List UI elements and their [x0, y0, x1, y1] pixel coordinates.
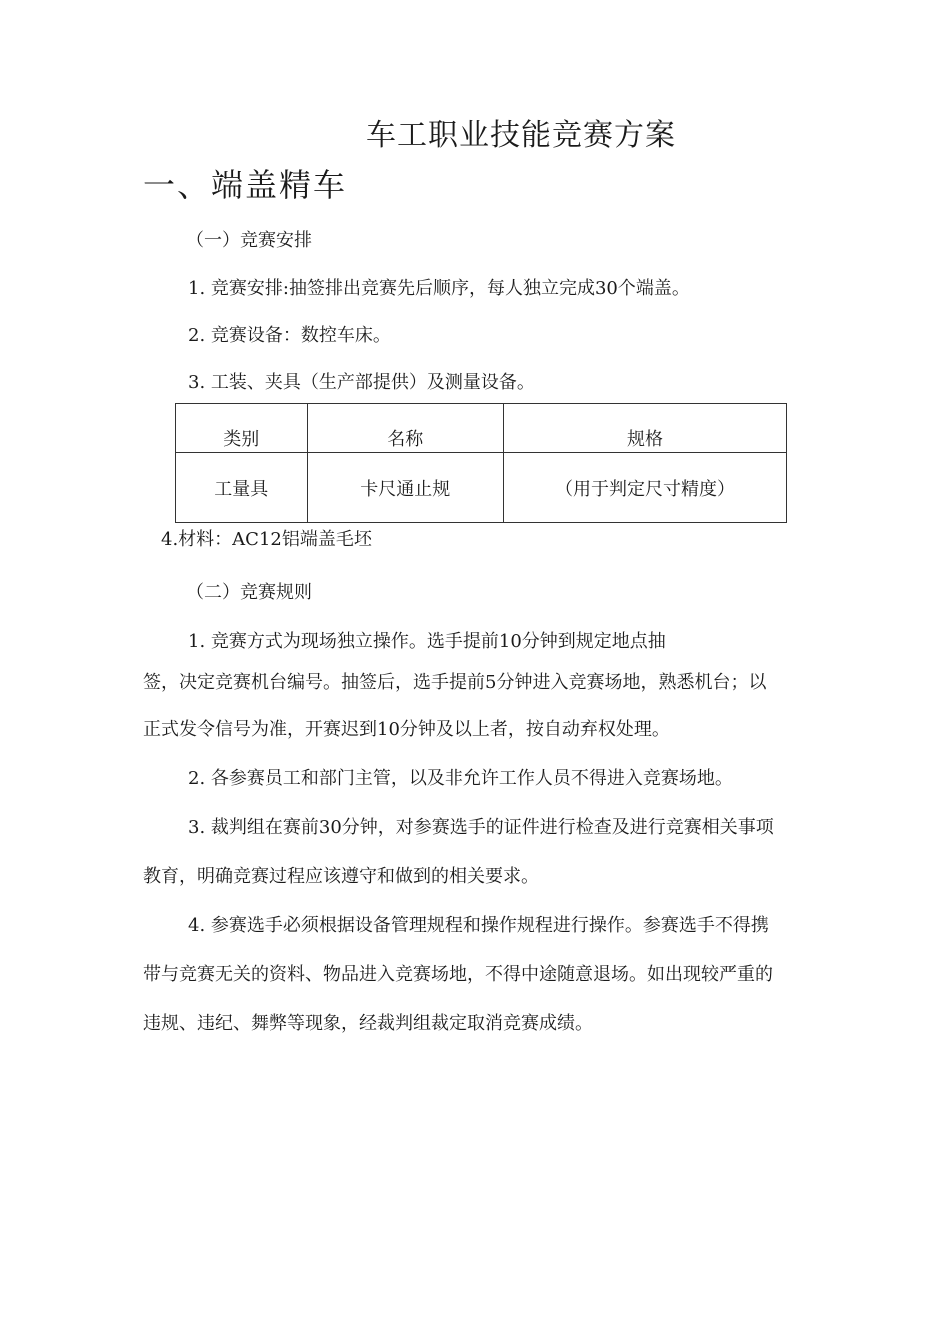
- arrangement-item-1: 1. 竞赛安排:抽签排出竞赛先后顺序，每人独立完成30个端盖。: [188, 278, 690, 299]
- table-header-name: 名称: [307, 404, 503, 453]
- rule-1-line-2: 签，决定竞赛机台编号。抽签后，选手提前5分钟进入竞赛场地，熟悉机台；以: [143, 672, 767, 693]
- subsection-heading-rules: （二）竞赛规则: [186, 582, 312, 603]
- table-header-row: [176, 404, 787, 453]
- rule-3-line-1: 3. 裁判组在赛前30分钟，对参赛选手的证件进行检查及进行竞赛相关事项: [188, 817, 774, 838]
- tooling-table: [175, 403, 787, 523]
- arrangement-item-2: 2. 竞赛设备：数控车床。: [188, 325, 391, 346]
- table-header-category: 类别: [176, 404, 308, 453]
- table-row: [176, 453, 787, 523]
- table-header-spec: 规格: [503, 404, 786, 453]
- rule-3-line-2: 教育，明确竞赛过程应该遵守和做到的相关要求。: [143, 866, 539, 887]
- section-heading-end-cap-finishing: 一、端盖精车: [143, 166, 348, 204]
- arrangement-item-3: 3. 工装、夹具（生产部提供）及测量设备。: [188, 372, 535, 393]
- rule-2-line-1: 2. 各参赛员工和部门主管，以及非允许工作人员不得进入竞赛场地。: [188, 768, 733, 789]
- table-cell-category: 工量具: [176, 453, 308, 523]
- document-title: 车工职业技能竞赛方案: [366, 118, 676, 153]
- material-line: 4.材料：AC12铝端盖毛坯: [161, 529, 372, 550]
- rule-4-line-3: 违规、违纪、舞弊等现象，经裁判组裁定取消竞赛成绩。: [143, 1013, 593, 1034]
- rule-4-line-1: 4. 参赛选手必须根据设备管理规程和操作规程进行操作。参赛选手不得携: [188, 915, 769, 936]
- table-cell-spec: （用于判定尺寸精度）: [503, 453, 786, 523]
- subsection-heading-arrangement: （一）竞赛安排: [186, 230, 312, 251]
- rule-1-line-3: 正式发令信号为准，开赛迟到10分钟及以上者，按自动弃权处理。: [143, 719, 670, 740]
- table-cell-name: 卡尺通止规: [307, 453, 503, 523]
- rule-4-line-2: 带与竞赛无关的资料、物品进入竞赛场地，不得中途随意退场。如出现较严重的: [143, 964, 773, 985]
- rule-1-line-1: 1. 竞赛方式为现场独立操作。选手提前10分钟到规定地点抽: [188, 631, 666, 652]
